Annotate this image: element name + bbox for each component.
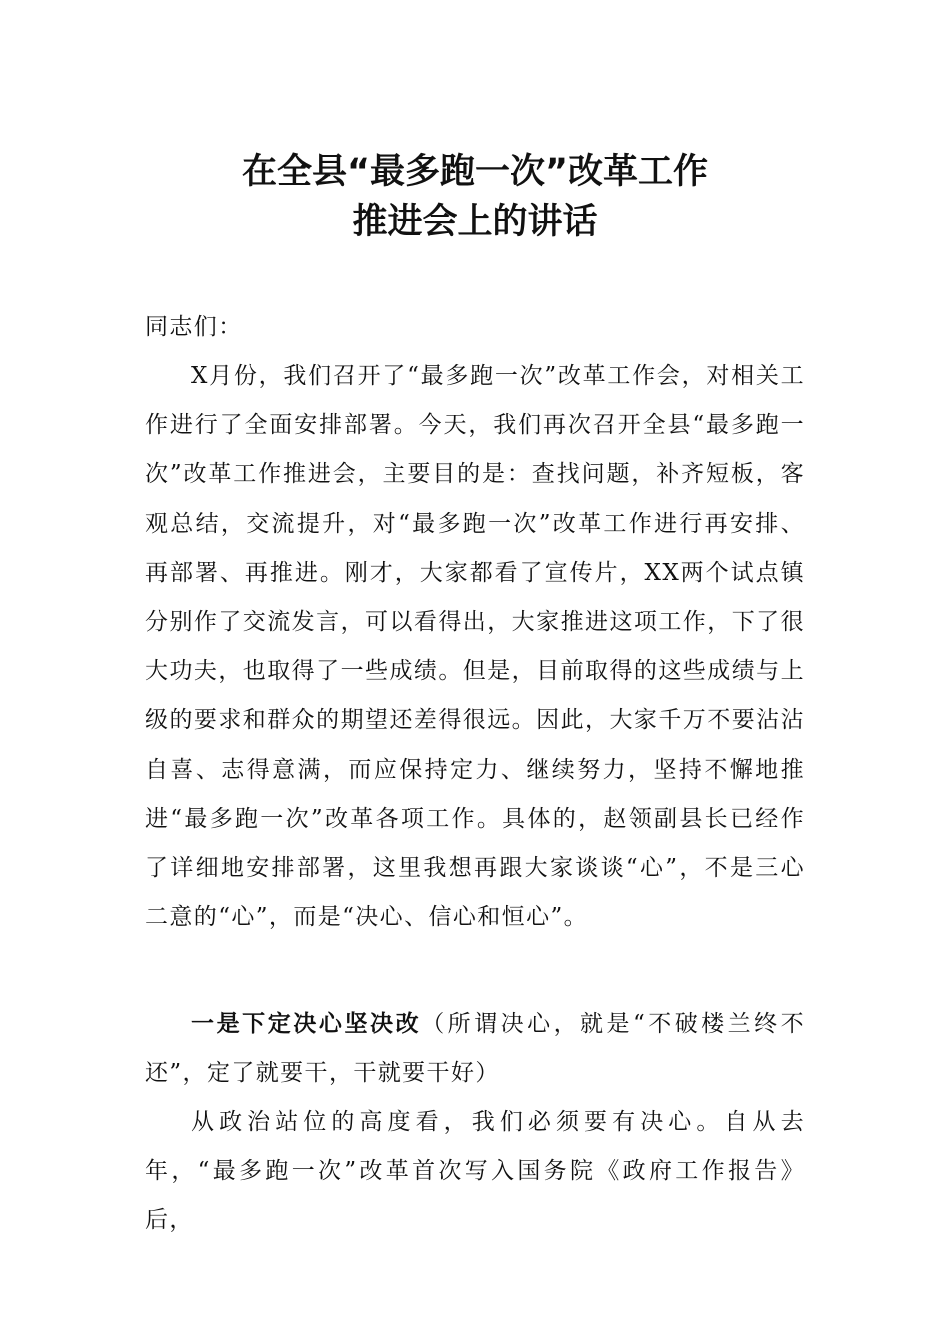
- section-heading: 一是下定决心坚决改: [191, 1011, 422, 1037]
- section-heading-note: （所谓决心，就是“不破楼兰终不还”，定了就要干，干就要干好）: [145, 1011, 806, 1087]
- document-title-line-2: 推进会上的讲话: [352, 202, 598, 242]
- body-paragraph-3: [145, 1098, 805, 1246]
- section-paragraph: [145, 1000, 805, 1098]
- salutation: 同志们：: [145, 314, 243, 340]
- document-title-line-1: 在全县“最多跑一次”改革工作: [241, 152, 708, 192]
- paragraph-text: X月份，我们召开了“最多跑一次”改革工作会，对相关工作进行了全面安排部署。今天，我们再次召开全县“最多跑一次”改革工作推进会，主要目的是：查找问题，补齐短板，客观总结，交流提升，对“最多跑一次”改革工作进行再安排、再部署、再推进。刚才，大家都看了宣传片，XX两个试点镇分别作了交流发言，可以看得出，大家推进这项工作，下了很大功夫，也取得了一些成绩。但是，目前取得的这些成绩与上级的要求和群众的期望还差得很远。因此，大家千万不要沾沾自喜、志得意满，而应保持定力、继续努力，坚持不懈地推进“最多跑一次”改革各项工作。具体的，赵领副县长已经作了详细地安排部署，这里我想再跟大家谈谈“心”，不是三心二意的“心”，而是“决心、信心和恒心”。: [145, 363, 805, 931]
- paragraph-text: 从政治站位的高度看，我们必须要有决心。自从去年，“最多跑一次”改革首次写入国务院《政府工作报告》后，: [145, 1109, 805, 1234]
- body-paragraph-2: [145, 1000, 805, 1098]
- body-paragraph-1: [145, 352, 805, 942]
